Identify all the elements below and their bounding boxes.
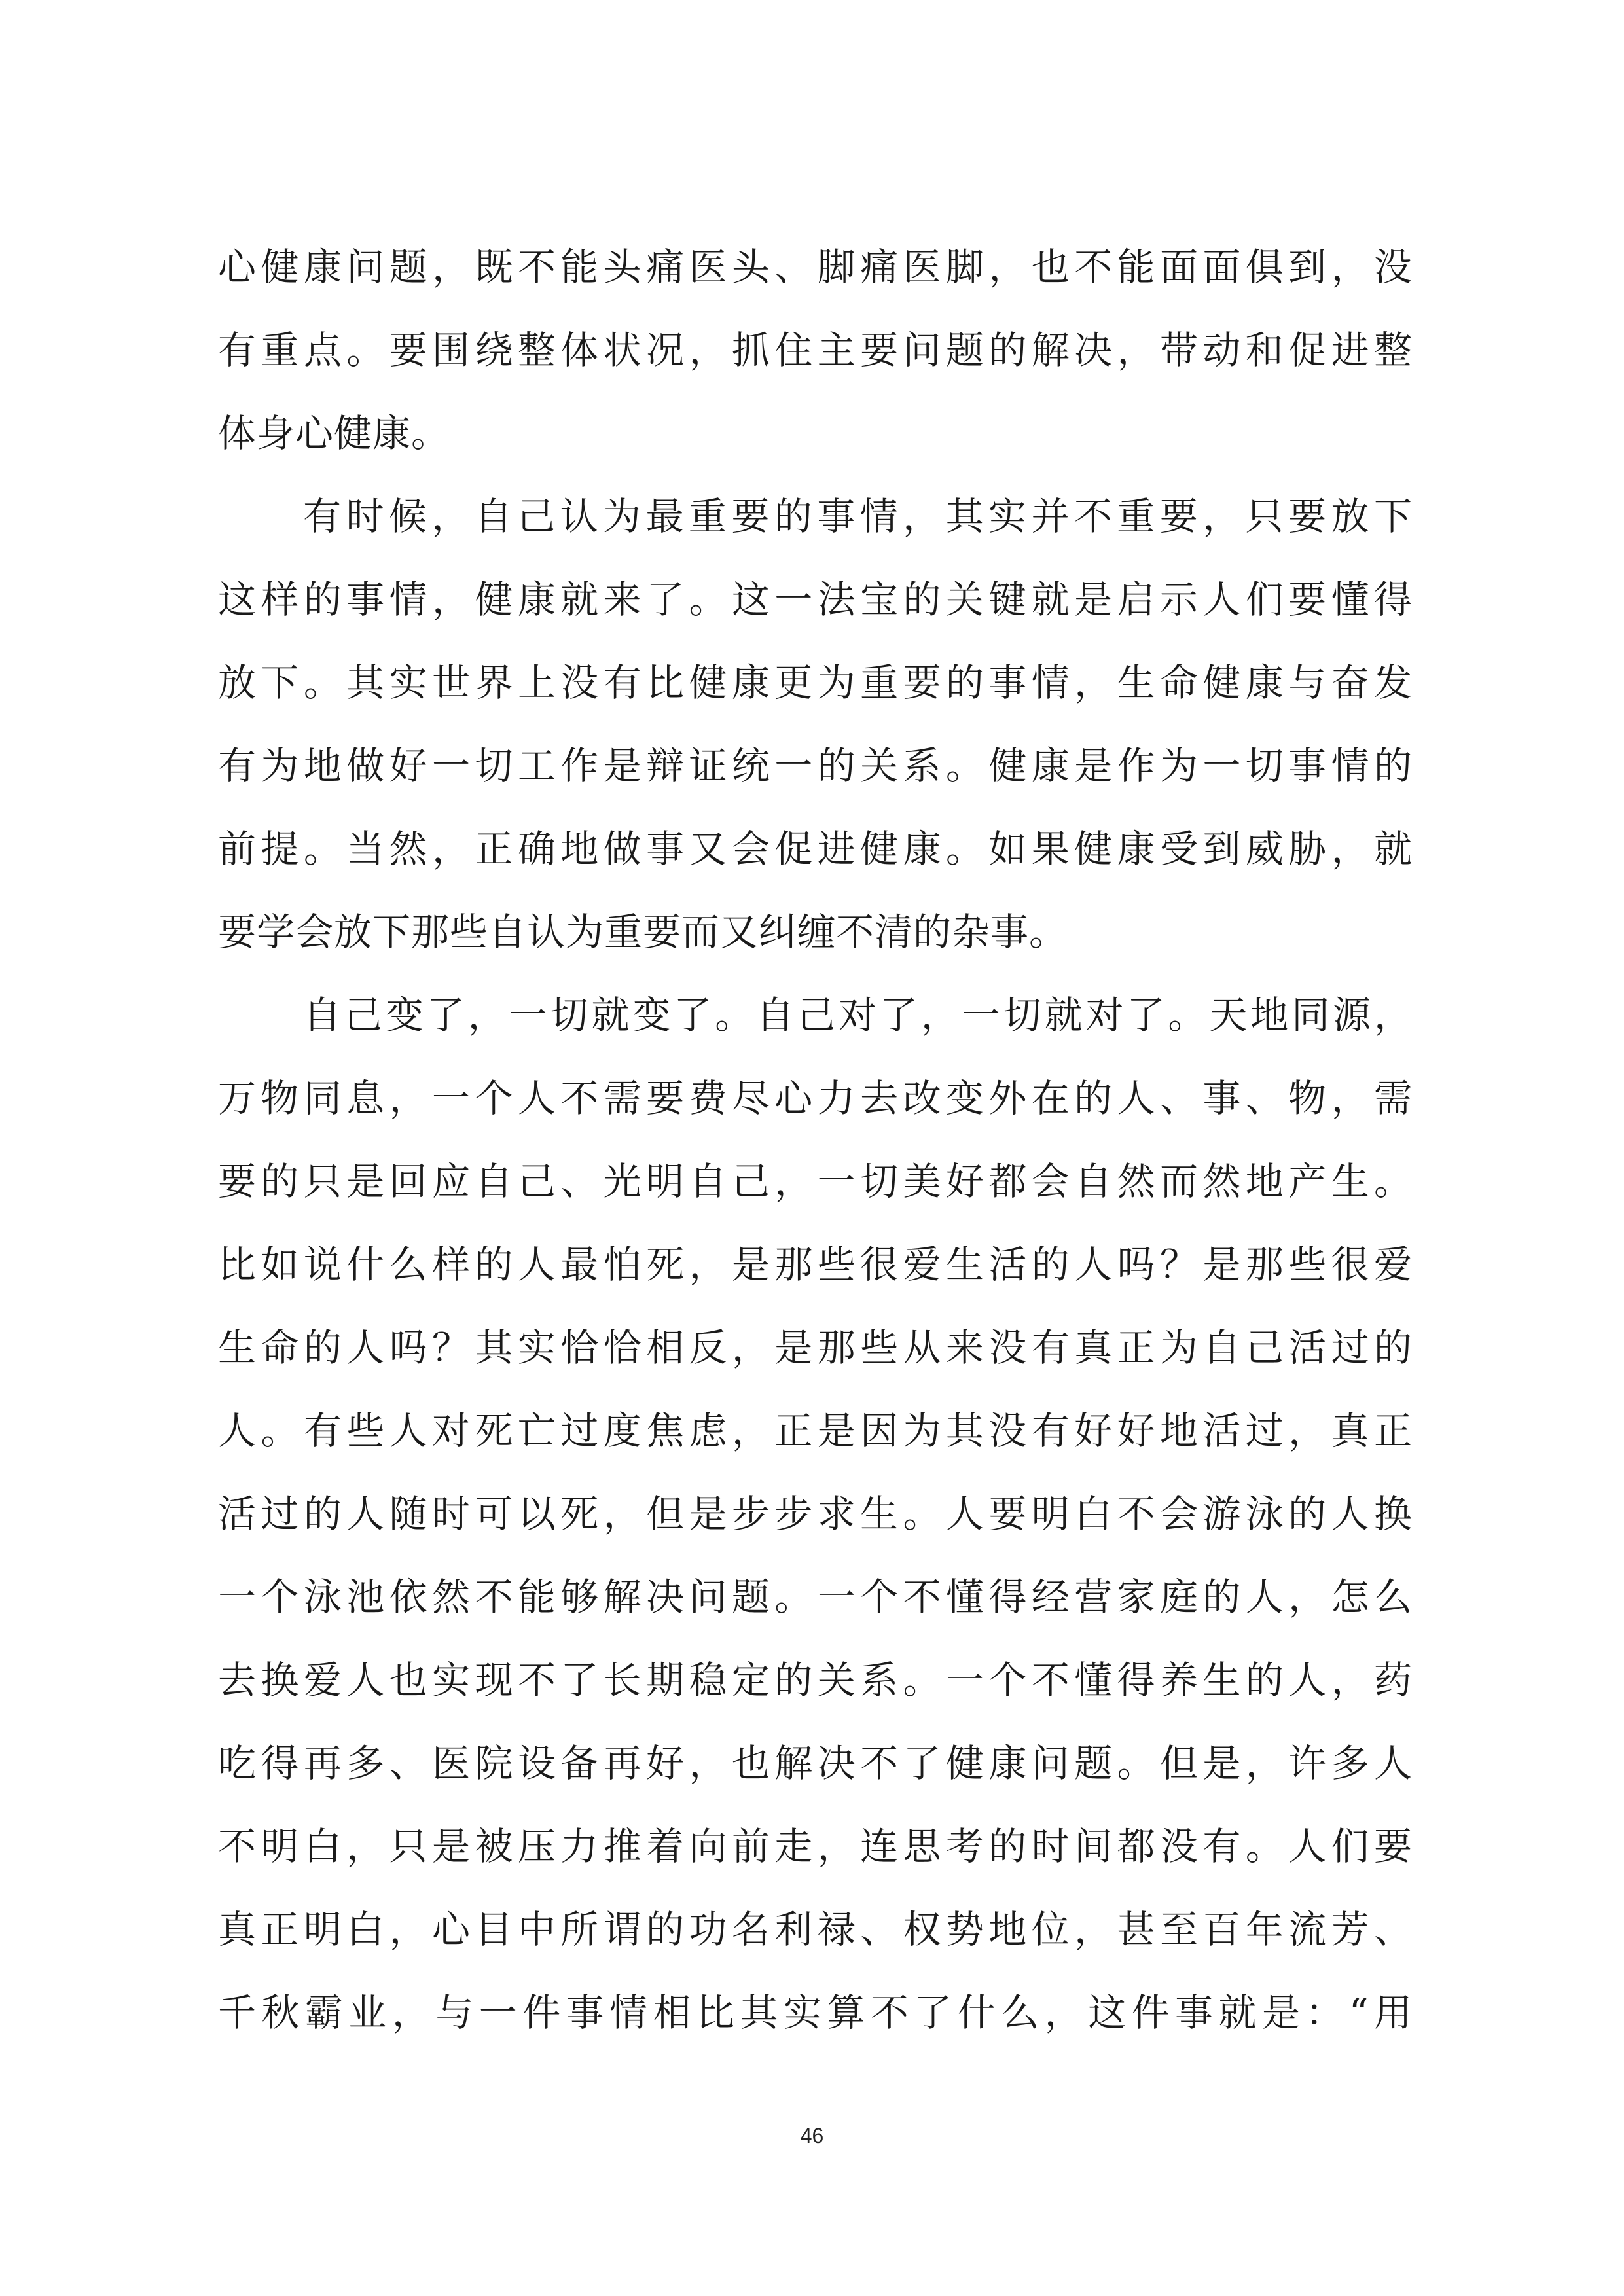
text-line: 千秋霸业，与一件事情相比其实算不了什么，这件事就是：“用 [218, 1990, 1413, 2035]
text-line: 有重点。要围绕整体状况，抓住主要问题的解决，带动和促进整 [218, 328, 1413, 372]
text-line: 心健康问题，既不能头痛医头、脚痛医脚，也不能面面俱到，没 [218, 245, 1413, 289]
text-line: 有时候，自己认为最重要的事情，其实并不重要，只要放下 [303, 494, 1413, 539]
text-line: 不明白，只是被压力推着向前走，连思考的时间都没有。人们要 [218, 1824, 1413, 1869]
text-line: 要学会放下那些自认为重要而又纠缠不清的杂事。 [218, 910, 1068, 954]
text-line: 前提。当然，正确地做事又会促进健康。如果健康受到威胁，就 [218, 827, 1413, 871]
text-line: 放下。其实世界上没有比健康更为重要的事情，生命健康与奋发 [218, 660, 1413, 705]
text-line: 人。有些人对死亡过度焦虑，正是因为其没有好好地活过，真正 [218, 1408, 1413, 1453]
text-line: 自己变了，一切就变了。自己对了，一切就对了。天地同源， [303, 993, 1413, 1037]
text-line: 万物同息，一个人不需要费尽心力去改变外在的人、事、物，需 [218, 1076, 1413, 1121]
text-line: 一个泳池依然不能够解决问题。一个不懂得经营家庭的人，怎么 [218, 1575, 1413, 1619]
text-line: 去换爱人也实现不了长期稳定的关系。一个不懂得养生的人，药 [218, 1658, 1413, 1702]
page-number: 46 [800, 2124, 824, 2147]
text-line: 体身心健康。 [218, 411, 450, 456]
text-line: 有为地做好一切工作是辩证统一的关系。健康是作为一切事情的 [218, 744, 1413, 788]
text-line: 生命的人吗？其实恰恰相反，是那些从来没有真正为自己活过的 [218, 1325, 1413, 1370]
text-line: 这样的事情，健康就来了。这一法宝的关键就是启示人们要懂得 [218, 577, 1413, 622]
text-line: 要的只是回应自己、光明自己，一切美好都会自然而然地产生。 [218, 1159, 1413, 1204]
text-line: 吃得再多、医院设备再好，也解决不了健康问题。但是，许多人 [218, 1741, 1413, 1785]
text-line: 比如说什么样的人最怕死，是那些很爱生活的人吗？是那些很爱 [218, 1242, 1413, 1287]
text-line: 真正明白，心目中所谓的功名利禄、权势地位，甚至百年流芳、 [218, 1907, 1413, 1952]
body-text [218, 226, 1413, 2054]
text-line: 活过的人随时可以死，但是步步求生。人要明白不会游泳的人换 [218, 1492, 1413, 1536]
